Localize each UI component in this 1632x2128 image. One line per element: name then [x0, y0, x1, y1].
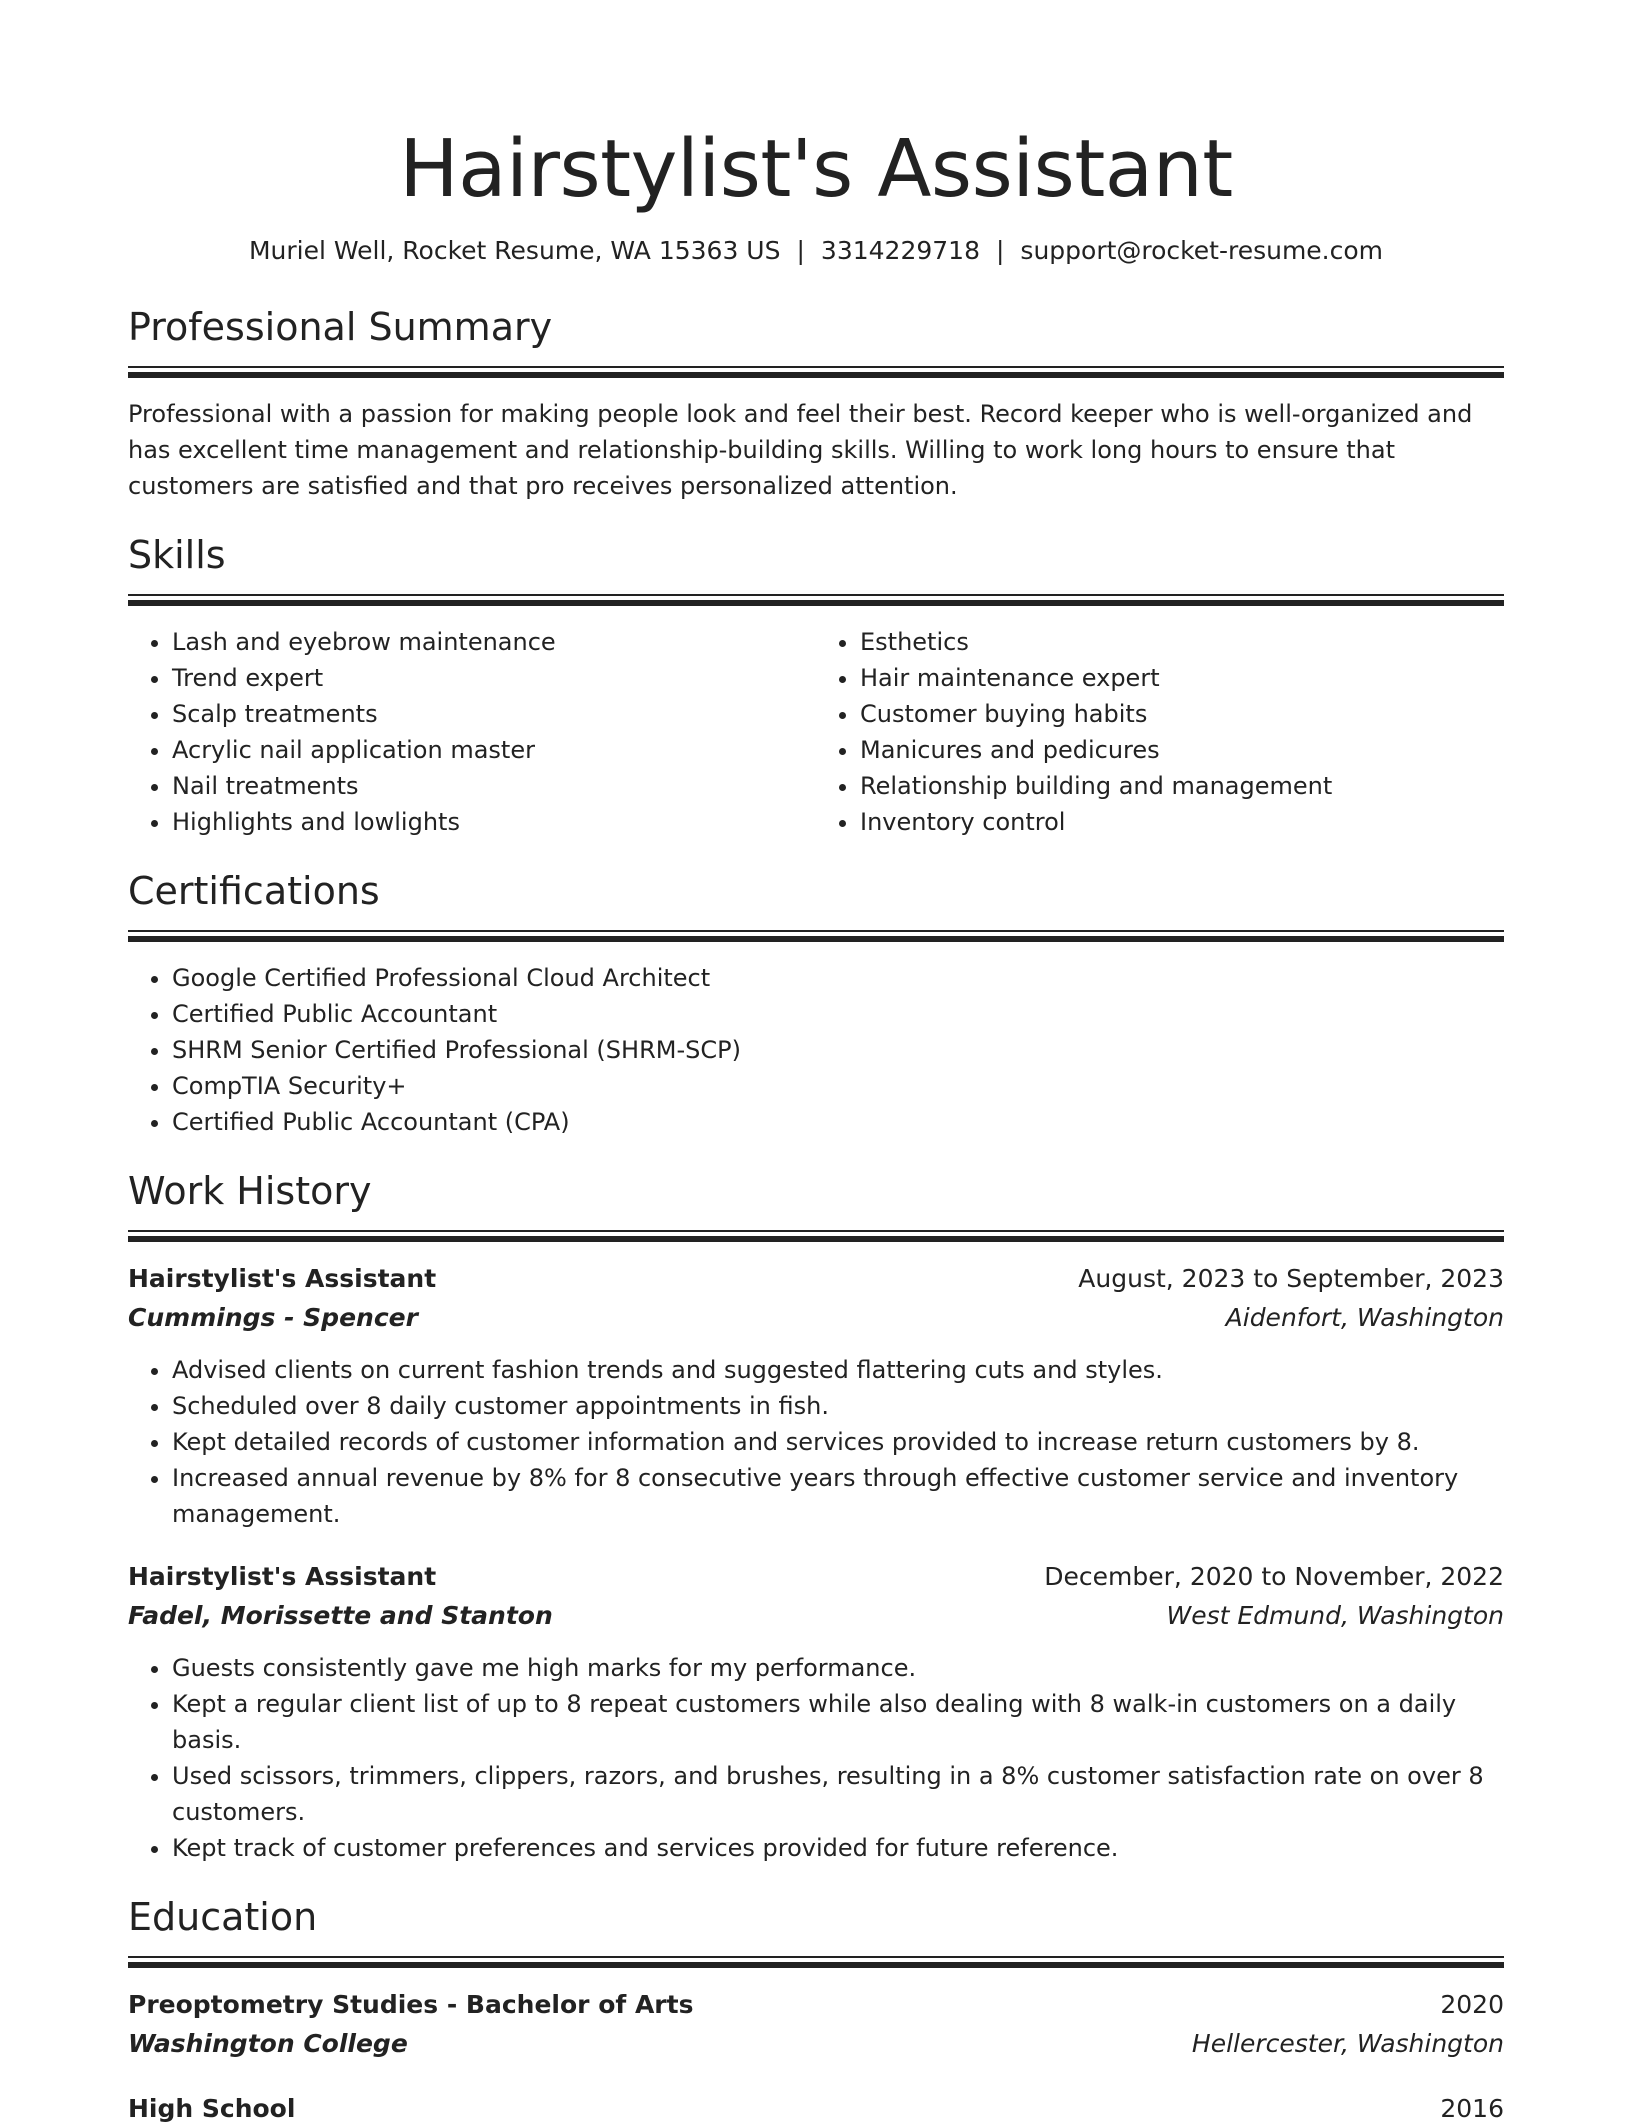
job-bullets: [128, 1352, 1504, 1532]
contact-separator: |: [995, 236, 1005, 265]
skills-list-right: [816, 624, 1504, 840]
resume-title: Hairstylist's Assistant: [399, 123, 1233, 215]
job-bullet: • Used scissors, trimmers, clippers, razors, and brushes, resulting in a 8% customer satisfaction rate on over 8 customers.: [172, 1758, 1504, 1830]
job-title: Hairstylist's Assistant: [128, 1562, 437, 1591]
skills-list-left: [128, 624, 816, 840]
job-bullet: • Guests consistently gave me high marks for my performance.: [172, 1650, 1504, 1686]
job-location: Aidenfort, Washington: [1225, 1303, 1504, 1332]
skill-item: • Customer buying habits: [860, 696, 1504, 732]
education-school: Washington College: [128, 2029, 408, 2058]
job-bullet: • Kept a regular client list of up to 8 repeat customers while also dealing with 8 walk-in customers on a daily basis.: [172, 1686, 1504, 1758]
certifications-section: [128, 866, 1504, 1140]
education-entry: [128, 2090, 1504, 2128]
job-bullet: • Kept track of customer preferences and services provided for future reference.: [172, 1830, 1504, 1866]
skill-item: • Acrylic nail application master: [172, 732, 816, 768]
skill-item: • Relationship building and management: [860, 768, 1504, 804]
skill-item: • Lash and eyebrow maintenance: [172, 624, 816, 660]
job-company: Cummings - Spencer: [128, 1303, 418, 1332]
skill-item: • Manicures and pedicures: [860, 732, 1504, 768]
skill-item: • Hair maintenance expert: [860, 660, 1504, 696]
contact-email: support@rocket-resume.com: [1020, 236, 1384, 265]
education-section: [128, 1892, 1504, 2128]
job-header-row: [128, 1558, 1504, 1596]
job-company-row: [128, 1596, 1504, 1636]
job-bullet: • Kept detailed records of customer information and services provided to increase return customers by 8.: [172, 1424, 1504, 1460]
contact-phone: 3314229718: [820, 236, 980, 265]
education-year: 2016: [1440, 2094, 1504, 2123]
job-company: Fadel, Morissette and Stanton: [128, 1601, 553, 1630]
education-header-row: [128, 2090, 1504, 2128]
section-divider: [128, 1230, 1504, 1244]
certification-item: • CompTIA Security+: [172, 1068, 1504, 1104]
summary-heading: Professional Summary: [128, 305, 553, 349]
skill-item: • Inventory control: [860, 804, 1504, 840]
job-location: West Edmund, Washington: [1166, 1601, 1504, 1630]
job-bullet: • Increased annual revenue by 8% for 8 consecutive years through effective customer service and inventory management.: [172, 1460, 1504, 1532]
resume-page: [128, 0, 1504, 2128]
job-entry: [128, 1558, 1504, 1866]
certification-item: • Certified Public Accountant: [172, 996, 1504, 1032]
job-entry: [128, 1260, 1504, 1532]
section-divider: [128, 594, 1504, 608]
education-school-row: [128, 2024, 1504, 2064]
education-degree: High School: [128, 2094, 296, 2123]
job-dates: August, 2023 to September, 2023: [1078, 1264, 1504, 1293]
job-header-row: [128, 1260, 1504, 1298]
summary-text: Professional with a passion for making people look and feel their best. Record keeper who is well-organized and has excellent time management and relationship-building skills. Willing to work long hours to ensure that customers are satisfied and that pro receives personalized attention.: [128, 400, 1473, 500]
job-bullet: • Advised clients on current fashion trends and suggested flattering cuts and styles.: [172, 1352, 1504, 1388]
education-location: Hellercester, Washington: [1191, 2029, 1504, 2058]
certifications-heading: Certifications: [128, 869, 380, 913]
skill-item: • Trend expert: [172, 660, 816, 696]
skill-item: • Scalp treatments: [172, 696, 816, 732]
contact-line: [128, 234, 1504, 268]
education-heading: Education: [128, 1895, 318, 1939]
certification-item: • SHRM Senior Certified Professional (SHRM-SCP): [172, 1032, 1504, 1068]
skills-heading: Skills: [128, 533, 226, 577]
work-heading: Work History: [128, 1169, 372, 1213]
skill-item: • Highlights and lowlights: [172, 804, 816, 840]
section-divider: [128, 1956, 1504, 1970]
contact-separator: |: [796, 236, 805, 265]
certification-item: • Google Certified Professional Cloud Architect: [172, 960, 1504, 996]
job-company-row: [128, 1298, 1504, 1338]
education-degree: Preoptometry Studies - Bachelor of Arts: [128, 1990, 694, 2019]
certification-item: • Certified Public Accountant (CPA): [172, 1104, 1504, 1140]
education-entry: [128, 1986, 1504, 2064]
skills-section: [128, 530, 1504, 840]
job-bullet: • Scheduled over 8 daily customer appointments in fish.: [172, 1388, 1504, 1424]
contact-address: Muriel Well, Rocket Resume, WA 15363 US: [248, 236, 781, 265]
skill-item: • Esthetics: [860, 624, 1504, 660]
skills-columns: [128, 624, 1504, 840]
summary-section: [128, 302, 1504, 504]
job-title: Hairstylist's Assistant: [128, 1264, 437, 1293]
job-dates: December, 2020 to November, 2022: [1044, 1562, 1504, 1591]
skill-item: • Nail treatments: [172, 768, 816, 804]
education-year: 2020: [1440, 1990, 1504, 2019]
work-section: [128, 1166, 1504, 1866]
education-header-row: [128, 1986, 1504, 2024]
section-divider: [128, 366, 1504, 380]
certifications-list: [128, 960, 1504, 1140]
job-bullets: [128, 1650, 1504, 1866]
section-divider: [128, 930, 1504, 944]
